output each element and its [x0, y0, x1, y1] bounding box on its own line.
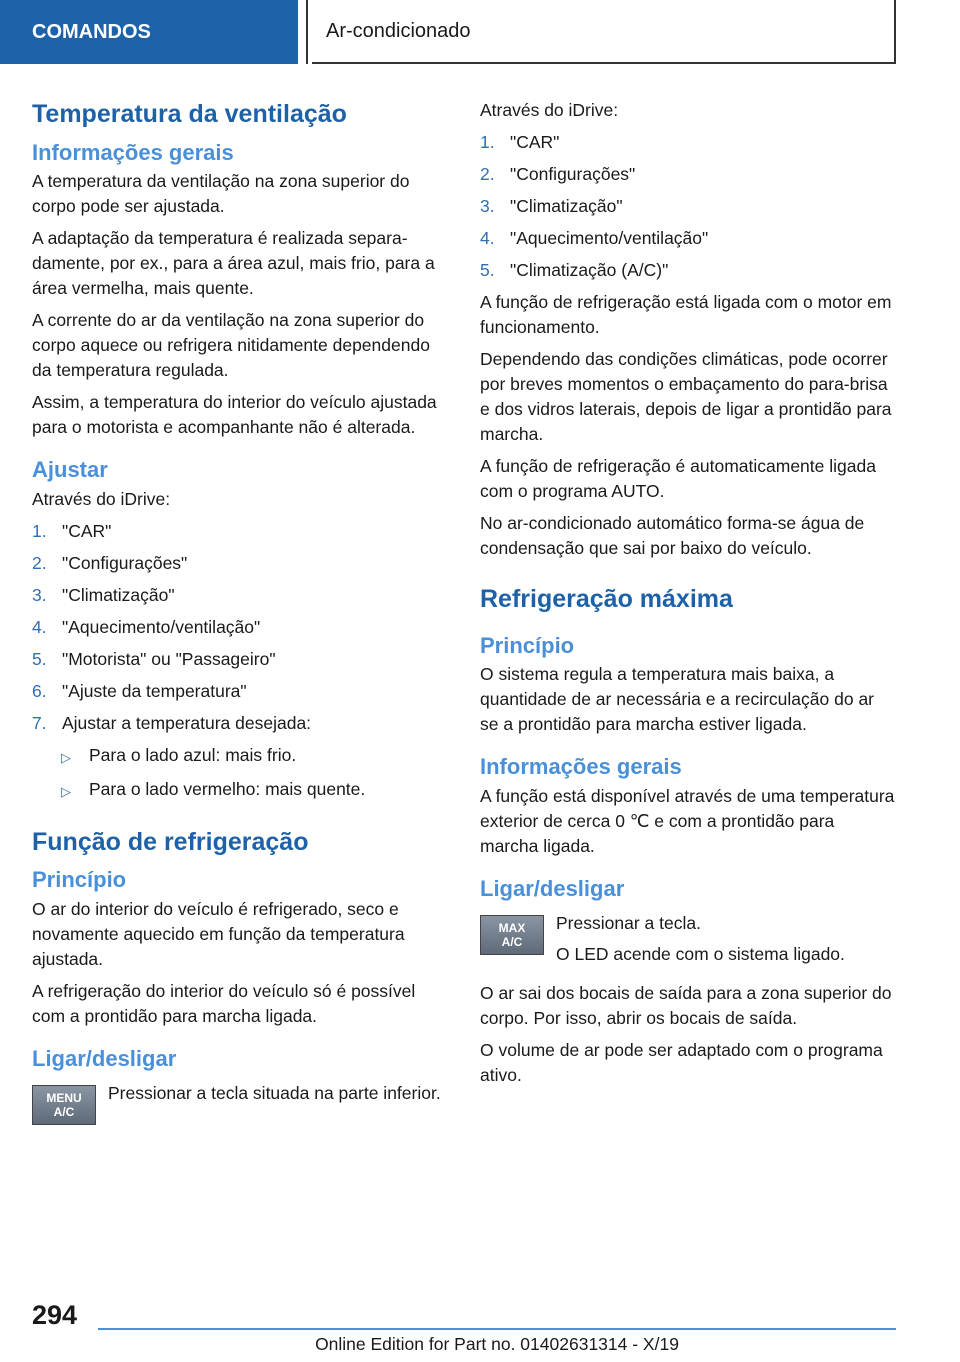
- left-column: [32, 98, 448, 1125]
- paragraph: No ar-condicionado automático forma-se água de condensação que sai por baixo do veículo.: [480, 513, 865, 558]
- step-number: 5.: [32, 648, 47, 669]
- principle-heading: Princípio: [480, 632, 575, 658]
- info-heading: Informações gerais: [480, 754, 682, 780]
- max-cooling-title: Refrigeração máxima: [480, 585, 733, 613]
- principle-heading: Princípio: [32, 867, 127, 893]
- footer-rule: [98, 1328, 896, 1330]
- info-heading: Informações gerais: [32, 139, 234, 165]
- section-tab: [0, 0, 298, 64]
- paragraph: Pressionar a tecla.: [556, 913, 701, 934]
- step-number: 1.: [480, 132, 495, 152]
- step-number: 2.: [32, 552, 47, 573]
- step-number: 4.: [480, 228, 495, 248]
- list-item: [32, 519, 448, 544]
- step-text: Ajustar a temperatura desejada:: [62, 712, 312, 733]
- section-label: COMANDOS: [32, 20, 151, 43]
- paragraph: Pressionar a tecla situada na parte inferior.: [108, 1083, 441, 1104]
- page-number: 294: [32, 1300, 78, 1330]
- max-ac-button-icon: [480, 915, 544, 955]
- paragraph: Dependendo das condições climáticas, pode ocorrer por breves momentos o embaçamento do para-brisa e dos vidros laterais, depois de ligar a prontidão para marcha.: [480, 349, 892, 444]
- adjust-heading: Ajustar: [32, 457, 108, 483]
- paragraph: O ar sai dos bocais de saída para a zona superior do corpo. Por isso, abrir os bocais de saída.: [480, 983, 892, 1029]
- list-item: [32, 647, 448, 672]
- list-item: [480, 130, 896, 155]
- step-text: "Configurações": [510, 164, 636, 184]
- footer-edition: Online Edition for Part no. 01402631314 - X/19: [315, 1334, 679, 1354]
- paragraph: O LED acende com o sistema ligado.: [556, 944, 845, 965]
- idrive-intro: Através do iDrive:: [480, 100, 619, 120]
- step-text: "CAR": [510, 132, 560, 152]
- paragraph: O ar do interior do veículo é refrigerado, seco e novamente aquecido em função da temperatura ajustada.: [32, 898, 405, 969]
- menu-ac-button-icon: [32, 1085, 96, 1125]
- step-number: 3.: [32, 584, 47, 605]
- adjust-steps: [32, 519, 448, 736]
- step-text: "Climatização": [62, 584, 175, 605]
- triangle-bullet-icon: ▷: [61, 749, 71, 765]
- list-item: [480, 226, 896, 251]
- substep-text: Para o lado azul: mais frio.: [89, 744, 297, 765]
- paragraph: A função de refrigeração está ligada com o motor em funcionamento.: [480, 292, 892, 337]
- paragraph: A adaptação da temperatura é realizada separadamente, por ex., para a área azul, mais frio, para a área vermelha, mais quente.: [32, 228, 435, 299]
- list-item: [32, 551, 448, 576]
- list-item: [32, 679, 448, 704]
- list-item: [32, 711, 448, 736]
- step-number: 5.: [480, 260, 495, 280]
- paragraph: O sistema regula a temperatura mais baixa, a quantidade de ar necessária e a recirculação do ar se a prontidão para marcha estiver ligada.: [480, 664, 874, 735]
- cooling-steps: [480, 130, 896, 283]
- list-item: [32, 615, 448, 640]
- paragraph: O volume de ar pode ser adaptado com o programa ativo.: [480, 1040, 883, 1086]
- list-item: [480, 258, 896, 283]
- list-item: [61, 743, 448, 770]
- step-number: 6.: [32, 680, 47, 701]
- step-text: "Climatização (A/C)": [510, 260, 669, 280]
- paragraph: A refrigeração do interior do veículo só é possível com a prontidão para marcha ligada.: [32, 980, 416, 1026]
- triangle-bullet-icon: ▷: [61, 783, 71, 799]
- paragraph: A corrente do ar da ventilação na zona superior do corpo aquece ou refrigera nitidamente dependendo da temperatura regulada.: [32, 310, 430, 381]
- step-number: 3.: [480, 196, 495, 216]
- onoff-heading: Ligar/desligar: [480, 875, 625, 901]
- onoff-heading: Ligar/desligar: [32, 1045, 177, 1071]
- key-label: MENU: [46, 1091, 82, 1106]
- step-number: 4.: [32, 616, 47, 637]
- step-number: 1.: [32, 520, 47, 541]
- max-ac-instruction: [480, 911, 896, 973]
- step-text: "Motorista" ou "Passageiro": [62, 648, 276, 669]
- vent-temp-title: Temperatura da ventilação: [32, 100, 347, 128]
- adjust-intro: Através do iDrive:: [32, 488, 171, 509]
- menu-ac-instruction: [32, 1081, 448, 1125]
- substep-text: Para o lado vermelho: mais quente.: [89, 778, 366, 799]
- header-divider: [306, 0, 308, 64]
- step-text: "Ajuste da temperatura": [62, 680, 247, 701]
- paragraph: Assim, a temperatura do interior do veículo ajustada para o motorista e acompanhante não é alterada.: [32, 392, 437, 438]
- chapter-header: [312, 0, 896, 64]
- step-text: "Aquecimento/ventilação": [62, 616, 261, 637]
- key-label: A/C: [501, 935, 523, 950]
- list-item: [32, 583, 448, 608]
- list-item: [480, 162, 896, 187]
- paragraph: A temperatura da ventilação na zona superior do corpo pode ser ajustada.: [32, 171, 410, 217]
- right-column: [480, 98, 896, 1095]
- step-text: "Configurações": [62, 552, 188, 573]
- cooling-title: Função de refrigeração: [32, 827, 309, 856]
- adjust-substeps: [32, 743, 448, 804]
- paragraph: A função está disponível através de uma temperatura exterior de cerca 0 ℃ e com a prontidão para marcha ligada.: [480, 785, 895, 856]
- step-number: 2.: [480, 164, 495, 184]
- chapter-label: Ar-condicionado: [326, 19, 471, 42]
- list-item: [61, 777, 448, 804]
- paragraph: A função de refrigeração é automaticamente ligada com o programa AUTO.: [480, 456, 876, 501]
- step-text: "CAR": [62, 520, 112, 541]
- key-label: MAX: [498, 921, 526, 936]
- step-text: "Climatização": [510, 196, 623, 216]
- key-label: A/C: [53, 1105, 75, 1120]
- step-number: 7.: [32, 712, 47, 733]
- step-text: "Aquecimento/ventilação": [510, 228, 709, 248]
- list-item: [480, 194, 896, 219]
